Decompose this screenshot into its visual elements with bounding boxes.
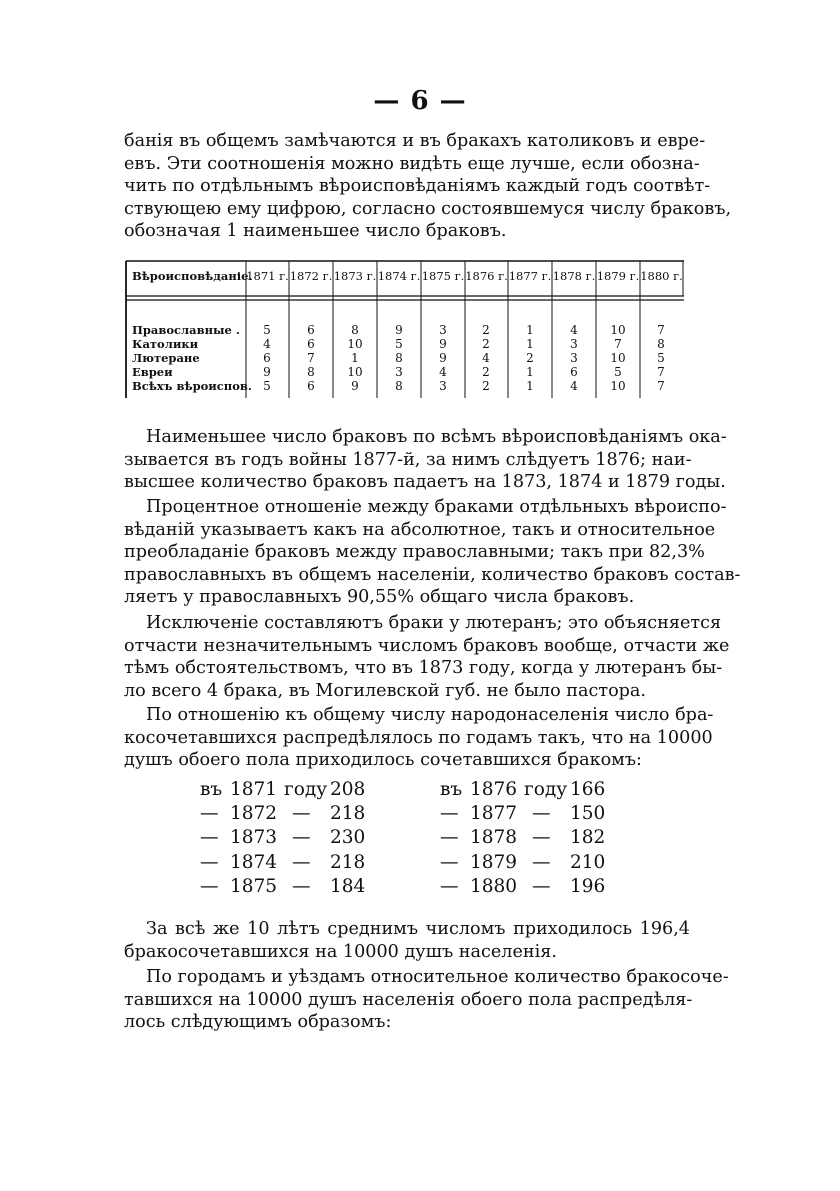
table-cell: 7 [657,323,665,337]
text-line: вѣданій указываетъ какъ на абсолютное, такъ и относительное [124,519,716,540]
stats-year: 1876 [470,779,518,800]
stats-row [200,826,370,850]
stats-year: 1878 [470,827,518,849]
stats-prefix: — [440,803,459,825]
stats-row [440,875,610,899]
stats-prefix: въ [440,779,463,800]
table-cell: 2 [482,337,490,351]
stats-year: 1879 [470,851,518,873]
table-cell: 10 [610,379,626,393]
table-cell: 10 [347,365,363,379]
stats-prefix: — [200,851,219,873]
text-line: По отношенію къ общему числу народонаселенія число бра- [146,705,714,725]
text-line: косочетавшихся распредѣлялось по годамъ такъ, что на 10000 [124,727,713,748]
paragraph-1 [124,130,732,243]
stats-value: 184 [330,875,366,897]
text-line: бракосочетавшихся на 10000 душъ населенія. [124,941,557,962]
header-year: 1872 г. [289,269,333,283]
table-cell: 1 [351,351,359,365]
table-cell: 6 [263,351,271,365]
text-line: ствующею ему цифрою, согласно состоявшемуся числу браковъ, [124,198,732,219]
table-cell: 3 [439,379,447,393]
header-year: 1871 г. [246,269,289,283]
header-year: 1879 г. [596,269,640,283]
stats-mid: — [532,851,551,873]
stats-prefix: въ [200,779,223,800]
table-cell: 4 [482,351,490,365]
table-cell: 9 [351,379,359,393]
table-cell: 2 [482,365,490,379]
stats-value: 196 [570,875,606,897]
header-year: 1874 г. [377,269,421,283]
header-year: 1873 г. [333,269,377,283]
text-line: чить по отдѣльнымъ вѣроисповѣданіямъ каждый годъ соотвѣт- [124,176,711,197]
paragraph-4 [124,612,730,702]
header-year: 1875 г. [421,269,465,283]
table-cell: 7 [657,379,665,393]
stats-mid: году [524,779,568,800]
table-cell: 2 [482,323,490,337]
table-cell: 3 [570,337,578,351]
paragraph-6 [124,918,690,963]
table-cell: 5 [657,351,665,365]
stats-mid: — [292,851,311,873]
header-year: 1878 г. [552,269,596,283]
paragraph-5 [124,704,714,772]
text-line: Наименьшее число браковъ по всѣмъ вѣроисповѣданіямъ ока- [146,427,727,447]
text-line: По городамъ и уѣздамъ относительное количество бракосоче- [146,967,729,987]
table-cell: 4 [263,337,271,351]
table-cell: 2 [482,379,490,393]
stats-year: 1875 [230,875,278,897]
stats-value: 208 [330,779,366,800]
text-line: православныхъ въ общемъ населеніи, количество браковъ состав- [124,564,741,585]
header-religion: Вѣроисповѣданіе. [132,269,253,283]
table-cell: 4 [570,323,578,337]
stats-value: 218 [330,803,366,825]
stats-row [440,802,610,826]
stats-value: 218 [330,851,366,873]
stats-value: 210 [570,851,606,873]
stats-mid: — [532,803,551,825]
text-line: душъ обоего пола приходилось сочетавшихся бракомъ: [124,750,642,771]
text-line: банія въ общемъ замѣчаются и въ бракахъ католиковъ и евре- [124,131,706,151]
table-cell: 4 [439,365,447,379]
table-cell: 7 [614,337,622,351]
table-cell: 7 [657,365,665,379]
table-cell: 8 [395,351,403,365]
text-line: ло всего 4 брака, въ Могилевской губ. не было пастора. [124,680,647,701]
stats-prefix: — [440,875,459,897]
stats-row [440,851,610,875]
text-line: Процентное отношеніе между браками отдѣльныхъ вѣроиспо- [146,497,727,517]
table-cell: 4 [570,379,578,393]
stats-left-column [200,778,370,899]
header-year: 1877 г. [508,269,552,283]
marriage-rank-table [122,258,684,404]
paragraph-7 [124,966,729,1034]
stats-row [440,778,610,802]
stats-mid: — [532,827,551,849]
page-number: — 6 — [373,86,467,116]
stats-prefix: — [440,851,459,873]
stats-prefix: — [200,875,219,897]
text-line: высшее количество браковъ падаетъ на 1873, 1874 и 1879 годы. [124,472,726,493]
table-cell: 1 [526,337,534,351]
text-line: тавшихся на 10000 душъ населенія обоего пола распредѣля- [124,989,693,1010]
text-line: обозначая 1 наименьшее число браковъ. [124,221,507,242]
stats-prefix: — [200,827,219,849]
table-cell: 6 [570,365,578,379]
paragraph-3 [124,496,741,609]
table-cell: 3 [570,351,578,365]
table-cell: 2 [526,351,534,365]
stats-year: 1873 [230,827,278,849]
text-line: отчасти незначительнымъ числомъ браковъ вообще, отчасти же [124,635,730,656]
stats-mid: — [292,803,311,825]
stats-row [200,802,370,826]
table-cell: 9 [439,337,447,351]
table-cell: 3 [395,365,403,379]
text-line: лось слѣдующимъ образомъ: [124,1012,392,1033]
table-cell: 10 [610,351,626,365]
table-cell: 8 [351,323,359,337]
stats-mid: году [284,779,328,800]
row-label: Всѣхъ вѣроиспов. [132,379,252,393]
stats-prefix: — [200,803,219,825]
stats-row [200,851,370,875]
row-label: Евреи [132,365,173,379]
text-line: преобладаніе браковъ между православными; такъ при 82,3% [124,542,705,563]
header-year: 1880 г. [640,269,683,283]
stats-value: 182 [570,827,606,849]
stats-mid: — [292,827,311,849]
table-cell: 9 [439,351,447,365]
stats-right-column [440,778,610,899]
stats-value: 166 [570,779,606,800]
stats-year: 1872 [230,803,278,825]
table-cell: 6 [307,323,315,337]
stats-prefix: — [440,827,459,849]
stats-year: 1874 [230,851,278,873]
table-cell: 6 [307,337,315,351]
stats-mid: — [532,875,551,897]
table-cell: 6 [307,379,315,393]
table-cell: 5 [263,323,271,337]
paragraph-2 [124,426,727,494]
table-cell: 3 [439,323,447,337]
table-cell: 8 [395,379,403,393]
text-line: евъ. Эти соотношенія можно видѣть еще лучше, если обозна- [124,153,700,174]
table-cell: 1 [526,379,534,393]
table-cell: 1 [526,323,534,337]
table-cell: 5 [395,337,403,351]
stats-year: 1880 [470,875,518,897]
stats-row [200,875,370,899]
text-line: зывается въ годъ войны 1877-й, за нимъ слѣдуетъ 1876; наи- [124,449,692,470]
table-cell: 10 [610,323,626,337]
table-cell: 9 [395,323,403,337]
row-label: Лютеране [132,351,200,365]
table-cell: 10 [347,337,363,351]
text-line: тѣмъ обстоятельствомъ, что въ 1873 году, когда у лютеранъ бы- [124,658,723,679]
table-cell: 9 [263,365,271,379]
table-cell: 5 [263,379,271,393]
table-cell: 5 [614,365,622,379]
header-year: 1876 г. [465,269,508,283]
row-label: Католики [132,337,199,351]
table-cell: 1 [526,365,534,379]
row-label: Православные . [132,323,240,337]
table-cell: 7 [307,351,315,365]
stats-mid: — [292,875,311,897]
stats-value: 230 [330,827,366,849]
text-line: Исключеніе составляютъ браки у лютеранъ; это объясняется [146,613,722,633]
text-line: За всѣ же 10 лѣтъ среднимъ числомъ приходилось 196,4 [146,919,690,939]
stats-value: 150 [570,803,606,825]
text-line: ляетъ у православныхъ 90,55% общаго числа браковъ. [124,587,635,608]
table-cell: 8 [307,365,315,379]
stats-year: 1871 [230,779,278,800]
stats-year: 1877 [470,803,518,825]
stats-row [200,778,370,802]
stats-row [440,826,610,850]
table-cell: 8 [657,337,665,351]
